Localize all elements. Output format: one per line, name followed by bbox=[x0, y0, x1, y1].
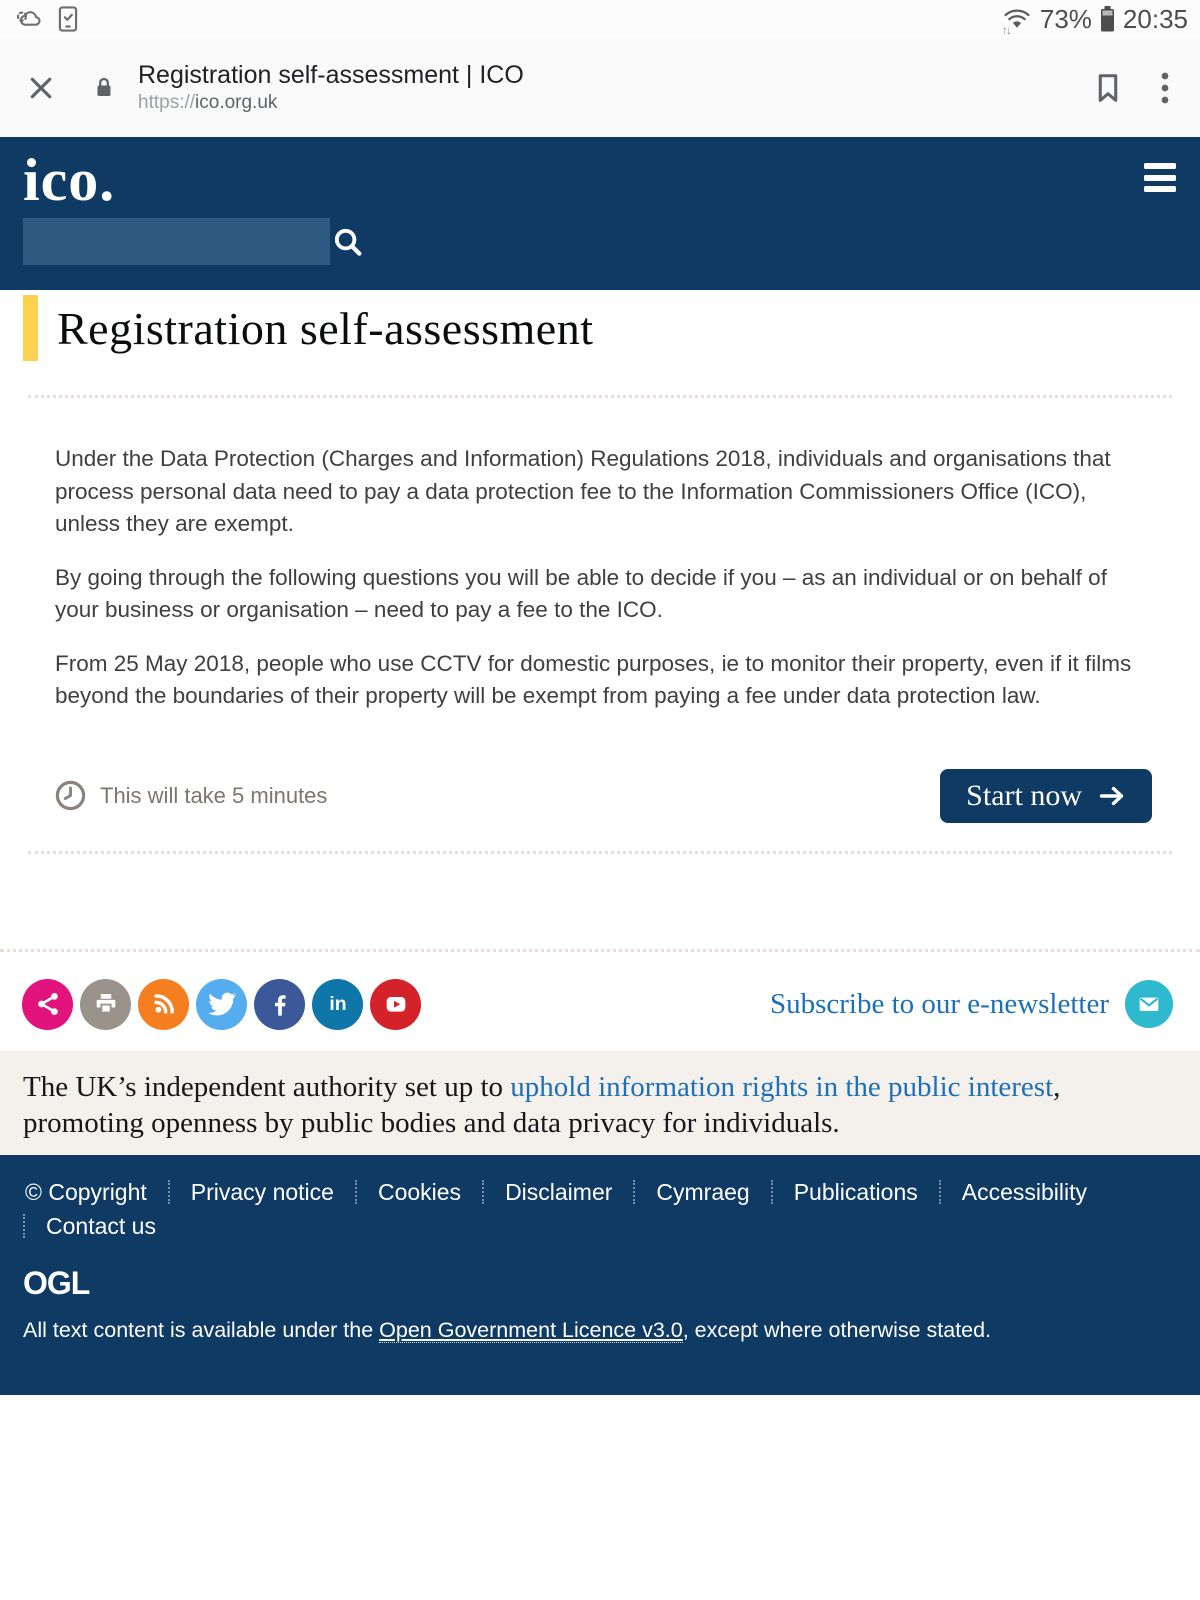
share-icon bbox=[34, 990, 62, 1018]
secure-lock-icon bbox=[92, 74, 116, 102]
footer bbox=[0, 1155, 1200, 1395]
title-block bbox=[23, 295, 1160, 361]
facebook-button[interactable] bbox=[254, 979, 305, 1030]
tagline-band bbox=[0, 1051, 1200, 1155]
share-section bbox=[0, 949, 1200, 1030]
start-now-label: Start now bbox=[966, 778, 1082, 812]
notification-icons bbox=[12, 4, 82, 34]
footer-link-cymraeg[interactable]: Cymraeg bbox=[656, 1178, 750, 1205]
share-button[interactable] bbox=[22, 979, 73, 1030]
clock-time-label: 20:35 bbox=[1122, 3, 1188, 34]
start-now-button[interactable] bbox=[940, 769, 1152, 823]
svg-text:in: in bbox=[328, 993, 347, 1015]
hamburger-menu-icon[interactable] bbox=[1144, 163, 1178, 198]
print-button[interactable] bbox=[80, 979, 131, 1030]
paragraph: By going through the following questions you will be able to decide if you – as an individual or on behalf of your business or organisation – need to pay a fee to the ICO. bbox=[55, 564, 1107, 622]
envelope-icon bbox=[1135, 990, 1163, 1018]
twitter-icon bbox=[208, 990, 236, 1018]
url-scheme: https:// bbox=[138, 92, 196, 113]
battery-icon bbox=[1099, 5, 1116, 33]
device-check-notification-icon bbox=[54, 4, 82, 34]
search-button[interactable] bbox=[331, 218, 365, 265]
clock-icon bbox=[55, 780, 86, 811]
footer-link-copyright[interactable]: © Copyright bbox=[25, 1178, 147, 1205]
tagline-text bbox=[23, 1069, 1160, 1141]
bookmark-icon[interactable] bbox=[1092, 70, 1124, 106]
licence-pre: All text content is available under the bbox=[23, 1317, 380, 1342]
twitter-button[interactable] bbox=[196, 979, 247, 1030]
empty-space bbox=[0, 1395, 1200, 1600]
subscribe-newsletter-link[interactable]: Subscribe to our e-newsletter bbox=[769, 987, 1109, 1020]
duration-note bbox=[55, 780, 327, 811]
paragraph: From 25 May 2018, people who use CCTV for domestic purposes, ie to monitor their property, even if it films beyond the boundaries of their property will be exempt from paying a fee under data protection law. bbox=[55, 650, 1132, 708]
facebook-icon bbox=[266, 990, 294, 1018]
battery-percent-label: 73% bbox=[1039, 3, 1092, 34]
weather-notification-icon bbox=[12, 4, 42, 34]
paragraph: Under the Data Protection (Charges and Information) Regulations 2018, individuals and organisations that process personal data need to pay a data protection fee to the Information Commissioners Office (ICO), unless they are exempt. bbox=[55, 446, 1111, 536]
footer-link-cookies[interactable]: Cookies bbox=[377, 1178, 462, 1205]
page-heading: Registration self-assessment bbox=[57, 302, 594, 354]
tagline-post: , promoting openness by public bodies and data privacy for individuals. bbox=[23, 1070, 1061, 1139]
browser-menu-icon[interactable] bbox=[1158, 70, 1172, 106]
wifi-traffic-arrows-icon: ↑↓ bbox=[1001, 23, 1010, 37]
information-rights-link[interactable]: uphold information rights in the public interest bbox=[510, 1070, 1054, 1103]
ico-logo[interactable]: ico. bbox=[23, 147, 116, 213]
youtube-button[interactable] bbox=[370, 979, 421, 1030]
print-icon bbox=[92, 990, 120, 1018]
footer-link-accessibility[interactable]: Accessibility bbox=[961, 1178, 1088, 1205]
search-icon bbox=[331, 225, 365, 259]
wifi-icon bbox=[1001, 4, 1033, 37]
footer-link-publications[interactable]: Publications bbox=[793, 1178, 918, 1205]
ico-site-header bbox=[0, 137, 1200, 290]
search-input[interactable] bbox=[23, 218, 331, 265]
linkedin-button[interactable] bbox=[312, 979, 363, 1030]
cta-row bbox=[0, 769, 1200, 823]
title-section bbox=[0, 290, 1200, 398]
browser-toolbar bbox=[0, 38, 1200, 137]
site-search bbox=[23, 218, 330, 265]
page-title-label: Registration self-assessment | ICO bbox=[138, 61, 524, 89]
page-url-label bbox=[138, 91, 524, 115]
rss-icon bbox=[150, 990, 178, 1018]
footer-links-row2 bbox=[23, 1209, 1177, 1243]
tagline-pre: The UK’s independent authority set up to bbox=[23, 1070, 511, 1103]
duration-label: This will take 5 minutes bbox=[100, 782, 328, 808]
footer-link-contact-us[interactable]: Contact us bbox=[46, 1212, 156, 1239]
rss-button[interactable] bbox=[138, 979, 189, 1030]
arrow-right-icon bbox=[1098, 784, 1126, 808]
url-bar[interactable] bbox=[138, 60, 524, 115]
status-bar bbox=[0, 0, 1200, 38]
linkedin-icon bbox=[323, 989, 353, 1019]
article-body bbox=[0, 398, 1200, 713]
close-tab-icon[interactable] bbox=[18, 65, 64, 111]
footer-link-privacy-notice[interactable]: Privacy notice bbox=[190, 1178, 334, 1205]
licence-text bbox=[23, 1316, 1177, 1344]
open-government-licence-link[interactable]: Open Government Licence v3.0 bbox=[379, 1317, 683, 1342]
youtube-icon bbox=[382, 990, 410, 1018]
url-host: ico.org.uk bbox=[195, 92, 278, 113]
ogl-logo: OGL bbox=[23, 1264, 90, 1301]
footer-links-row1 bbox=[23, 1175, 1143, 1209]
licence-post: , except where otherwise stated. bbox=[682, 1317, 992, 1342]
dotted-divider bbox=[28, 851, 1172, 854]
footer-link-disclaimer[interactable]: Disclaimer bbox=[505, 1178, 613, 1205]
social-links bbox=[22, 979, 421, 1030]
newsletter-button[interactable] bbox=[1125, 980, 1173, 1028]
